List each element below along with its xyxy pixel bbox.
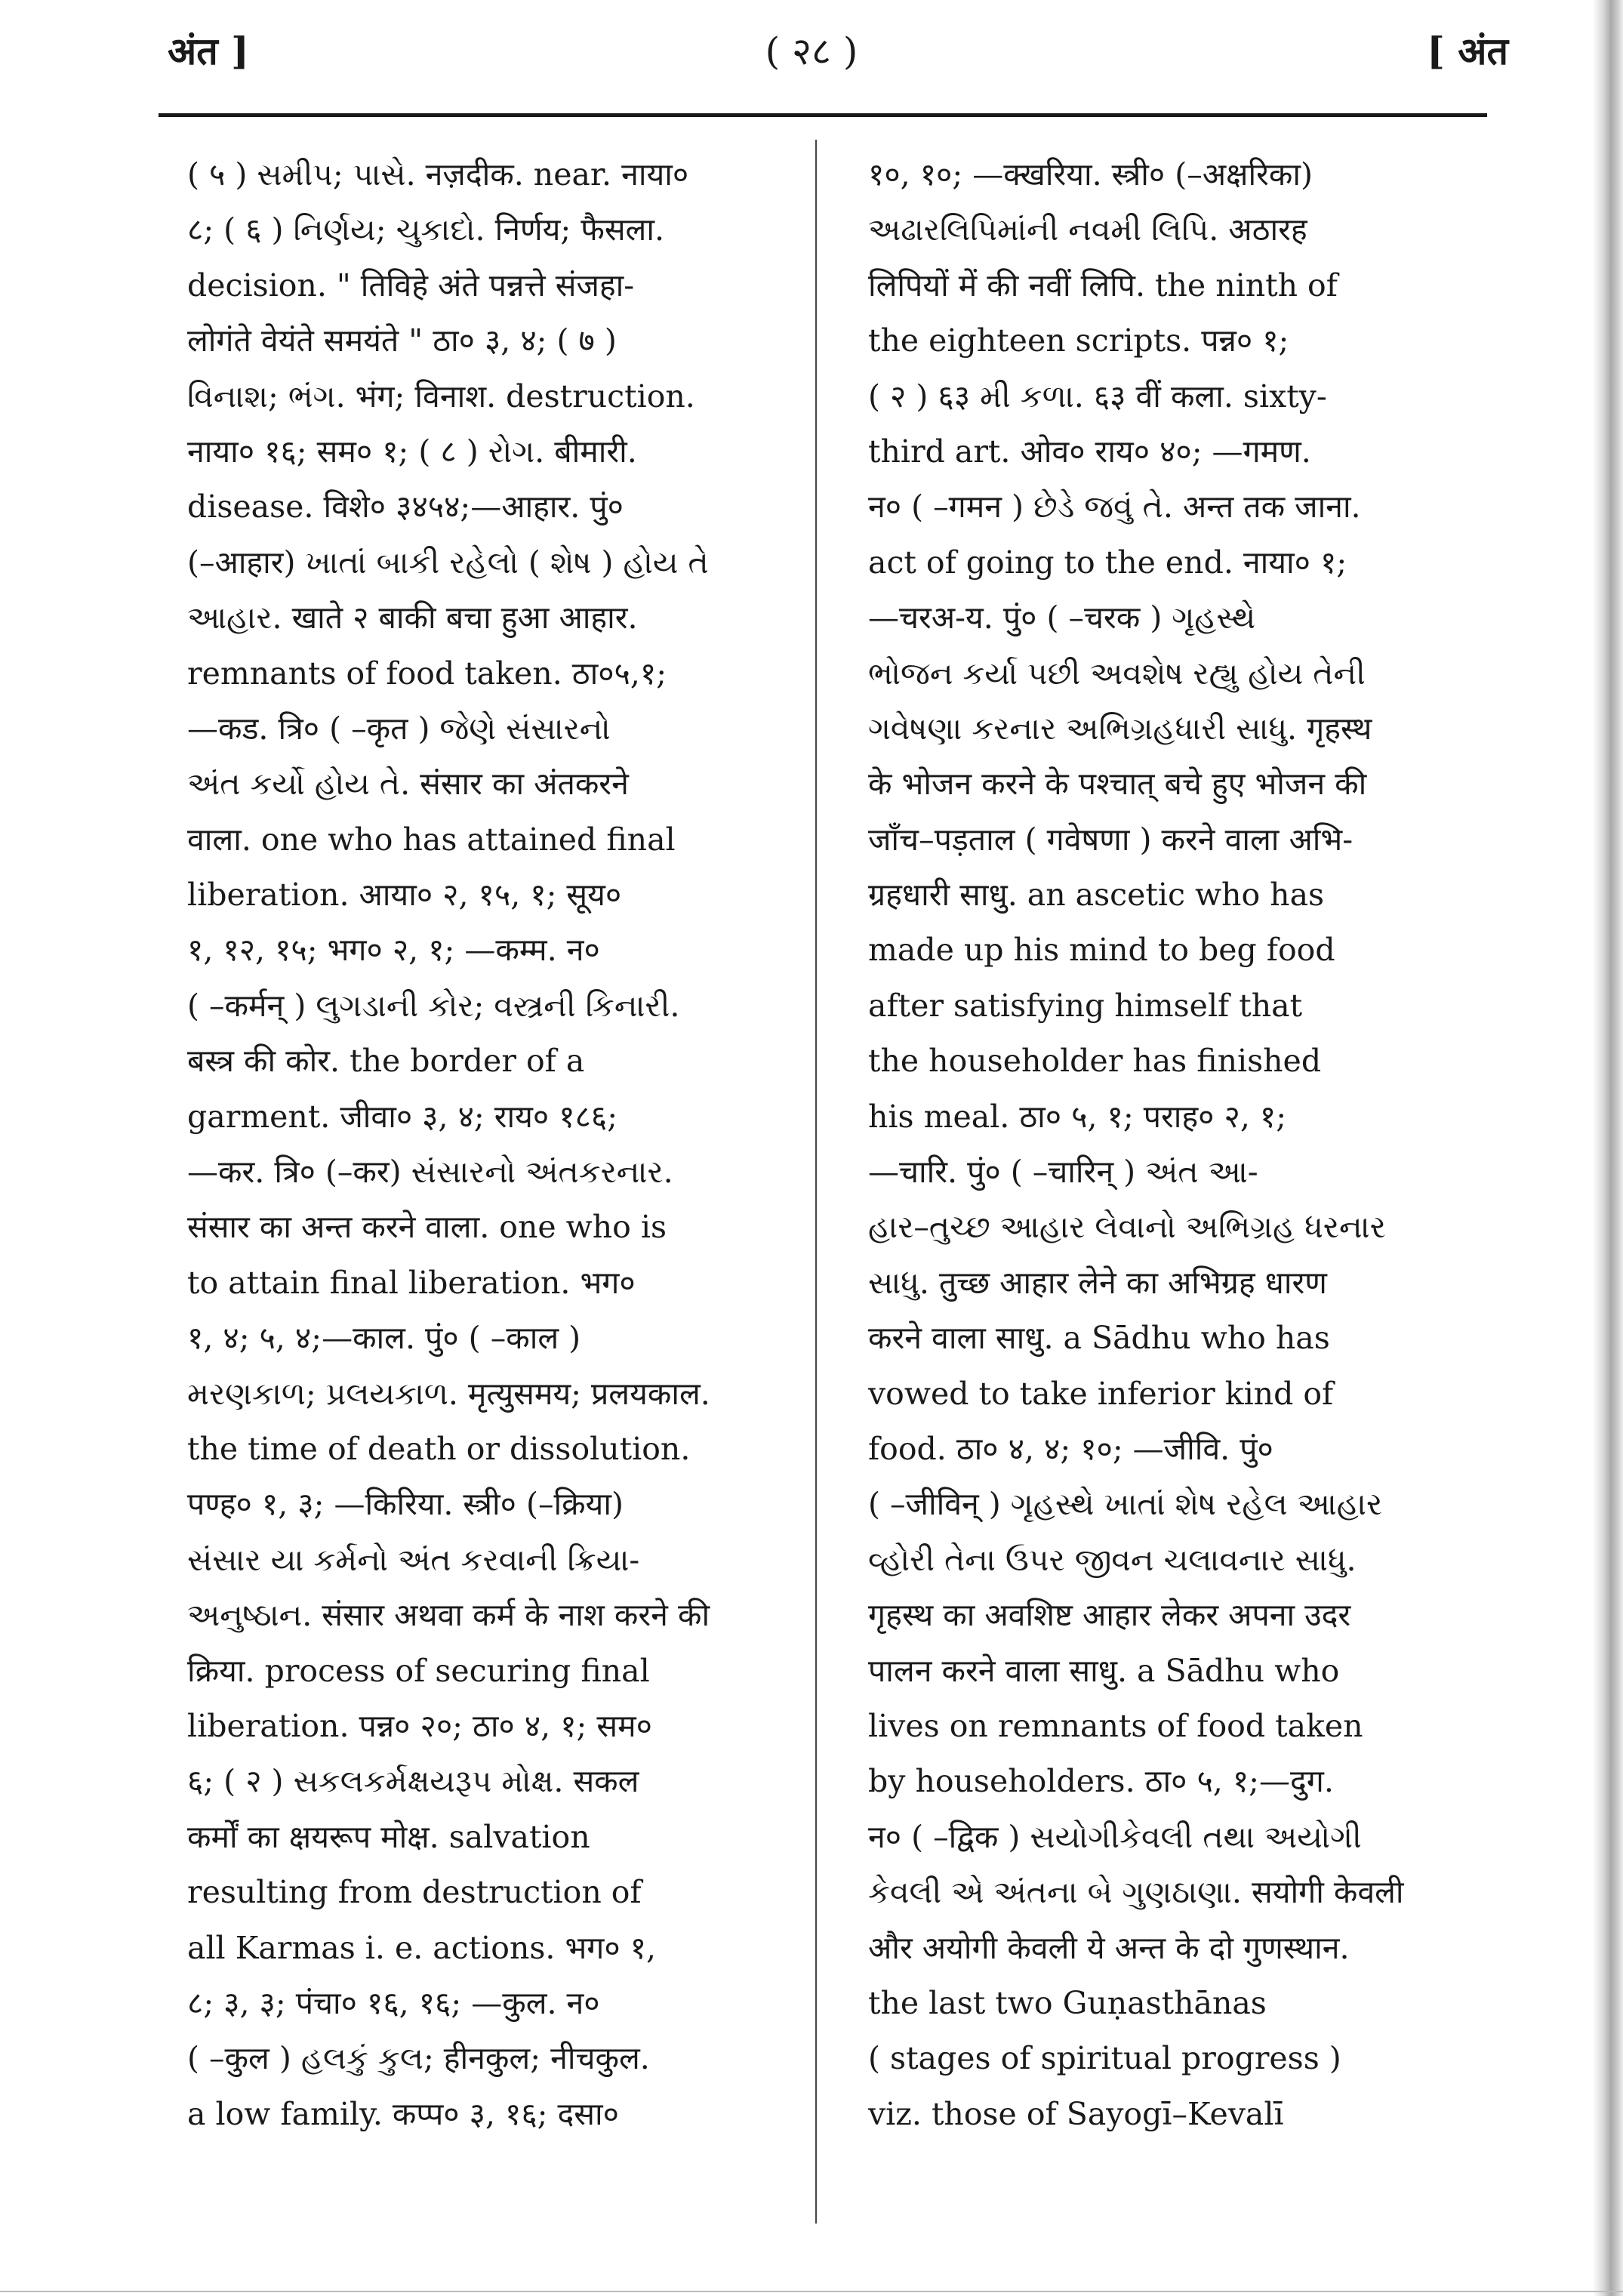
text-line: made up his mind to beg food [868,932,1335,969]
text-line: vowed to take inferior kind of [868,1375,1334,1412]
text-line: the householder has finished [868,1043,1322,1080]
page-edge-shadow [1593,0,1623,2296]
text-line: —कर. त्रि० (–कर) સંસારનો અંતકરનાર. [187,1154,673,1191]
text-line: disease. विशे० ३४५४;—आहार. पुं० [187,488,624,525]
text-line: the last two Guṇasthānas [868,1984,1267,2021]
text-line: lives on remnants of food taken [868,1707,1363,1744]
text-line: न० ( –गमन ) છેડે જવું તે. अन्त तक जाना. [868,488,1361,525]
text-line: क्रिया. process of securing final [187,1652,650,1689]
text-line: ( stages of spiritual progress ) [868,2040,1341,2077]
text-line: जाँच–पड़ताल ( गवेषणा ) करने वाला अभि- [868,821,1354,858]
running-head-right: [ अंत [1427,29,1508,73]
text-line: વિનાશ; ભંગ. भंग; विनाश. destruction. [187,378,695,415]
text-line: ભોજન કર્યા પછી અવશેષ રહ્યુ હોય તેની [868,655,1366,692]
text-line: liberation. पन्न० २०; ठा० ४, १; सम० [187,1707,652,1744]
header-rule [159,113,1487,117]
text-line: नाया० १६; सम० १; ( ८ ) રોગ. बीमारी. [187,433,637,470]
text-line: અઢારલિપિમાંની નવમી લિપિ. अठारह [868,211,1307,248]
text-line: गृहस्थ का अवशिष्ट आहार लेकर अपना उदर [868,1597,1351,1634]
text-line: third art. ओव० राय० ४०; —गमण. [868,433,1311,470]
text-line: liberation. आया० २, १५, १; सूय० [187,877,622,914]
text-line: સંસાર યા કર્મનો અંત કરવાની ક્રિયા- [187,1541,640,1578]
text-line: વ્હોરી તેના ઉપર જીવન ચલાવનાર સાધુ. [868,1541,1357,1578]
column-divider [815,140,817,2224]
text-line: કેવલી એ અંતના બે ગુણઠાણા. सयोगी केवली [868,1874,1404,1911]
text-line: ६; ( २ ) સકલકર્મક્ષયરૂપ મોક્ષ. सकल [187,1763,639,1800]
text-line: garment. जीवा० ३, ४; राय० १८६; [187,1098,618,1135]
text-line: पालन करने वाला साधु. a Sādhu who [868,1652,1340,1689]
text-line: અંત કર્યો હોય તે. संसार का अंतकरने [187,766,629,803]
text-line: remnants of food taken. ठा०५,१; [187,655,667,692]
text-line: के भोजन करने के पश्चात् बचे हुए भोजन की [868,766,1367,803]
text-line: बस्त्र की कोर. the border of a [187,1043,585,1080]
text-line: और अयोगी केवली ये अन्त के दो गुणस्थान. [868,1929,1350,1966]
text-line: viz. those of Sayogī–Kevalī [868,2095,1284,2132]
text-line: ( –जीविन् ) ગૃહસ્થે ખાતાં શેષ રહેલ આહાર [868,1486,1383,1523]
text-line: ગવેષણા કરનાર અભિગ્રહધારી સાધુ. गृहस्थ [868,710,1372,747]
text-line: to attain final liberation. भग० [187,1264,636,1301]
text-line: १, १२, १५; भग० २, १; —कम्म. न० [187,932,600,969]
text-line: ( ५ ) સમીપ; પાસે. नज़दीक. near. नाया० [187,156,689,193]
running-head-left: अंत ] [168,29,249,73]
text-line: ( –कुल ) હલકું કુલ; हीनकुल; नीचकुल. [187,2040,650,2077]
text-line: —चरअ-य. पुं० ( –चरक ) ગૃહસ્થે [868,599,1256,636]
text-line: ( २ ) ६३ મી કળા. ६३ वीं कला. sixty- [868,378,1327,415]
text-line: १, ४; ५, ४;—काल. पुं० ( –काल ) [187,1320,581,1357]
text-line: —कड. त्रि० ( –कृत ) જેણે સંસારનો [187,710,611,747]
text-line: कर्मों का क्षयरूप मोक्ष. salvation [187,1818,590,1855]
page-number: ( २८ ) [765,29,858,73]
text-line: આહાર. खाते २ बाकी बचा हुआ आहार. [187,599,638,636]
text-line: ( –कर्मन् ) લુગડાની કોર; વસ્ત્રની કિનારી. [187,987,680,1024]
text-line: ग्रहधारी साधु. an ascetic who has [868,877,1325,914]
text-line: the time of death or dissolution. [187,1430,691,1467]
text-line: लोगंते वेयंते समयंते " ठा० ३, ४; ( ७ ) [187,322,617,359]
text-line: મરણકાળ; પ્રલયકાળ. मृत्युसमय; प्रलयकाल. [187,1375,710,1412]
text-line: लिपियों में की नवीं लिपि. the ninth of [868,267,1338,304]
right-column [868,147,1404,2142]
text-line: all Karmas i. e. actions. भग० १, [187,1929,657,1966]
text-line: न० ( –द्विक ) સયોગીકેવલી તથા અયોગી [868,1818,1362,1855]
left-column [187,147,710,2142]
text-line: वाला. one who has attained final [187,821,676,858]
text-line: संसार का अन्त करने वाला. one who is [187,1209,667,1246]
text-line: the eighteen scripts. पन्न० १; [868,322,1289,359]
text-line: (–आहार) ખાતાં બાકી રહેલો ( શેષ ) હોય તે [187,544,709,581]
text-line: his meal. ठा० ५, १; पराह० २, १; [868,1098,1287,1135]
bottom-edge [0,2291,1623,2292]
text-line: decision. " तिविहे अंते पन्नत्ते संजहा- [187,267,635,304]
text-line: १०, १०; —क्खरिया. स्त्री० (–अक्षरिका) [868,156,1313,193]
text-line: —चारि. पुं० ( –चारिन् ) અંત આ- [868,1154,1258,1191]
text-line: after satisfying himself that [868,987,1303,1024]
text-line: food. ठा० ४, ४; १०; —जीवि. पुं० [868,1430,1273,1467]
text-line: resulting from destruction of [187,1874,642,1911]
text-line: करने वाला साधु. a Sādhu who has [868,1320,1330,1357]
text-line: act of going to the end. नाया० १; [868,544,1347,581]
text-line: હાર–તુચ્છ આહાર લેવાનો અભિગ્રહ ધરનાર [868,1209,1386,1246]
text-line: સાધુ. तुच्छ आहार लेने का अभिग्रह धारण [868,1264,1327,1301]
text-line: पण्ह० १, ३; —किरिया. स्त्री० (–क्रिया) [187,1486,624,1523]
text-line: by householders. ठा० ५, १;—दुग. [868,1763,1334,1800]
text-line: a low family. कप्प० ३, १६; दसा० [187,2095,619,2132]
text-line: ८; ३, ३; पंचा० १६, १६; —कुल. न० [187,1984,600,2021]
text-line: અનુષ્ઠાન. संसार अथवा कर्म के नाश करने की [187,1597,710,1634]
text-line: ८; ( ६ ) નિર્ણય; ચુકાદો. निर्णय; फैसला. [187,211,665,248]
